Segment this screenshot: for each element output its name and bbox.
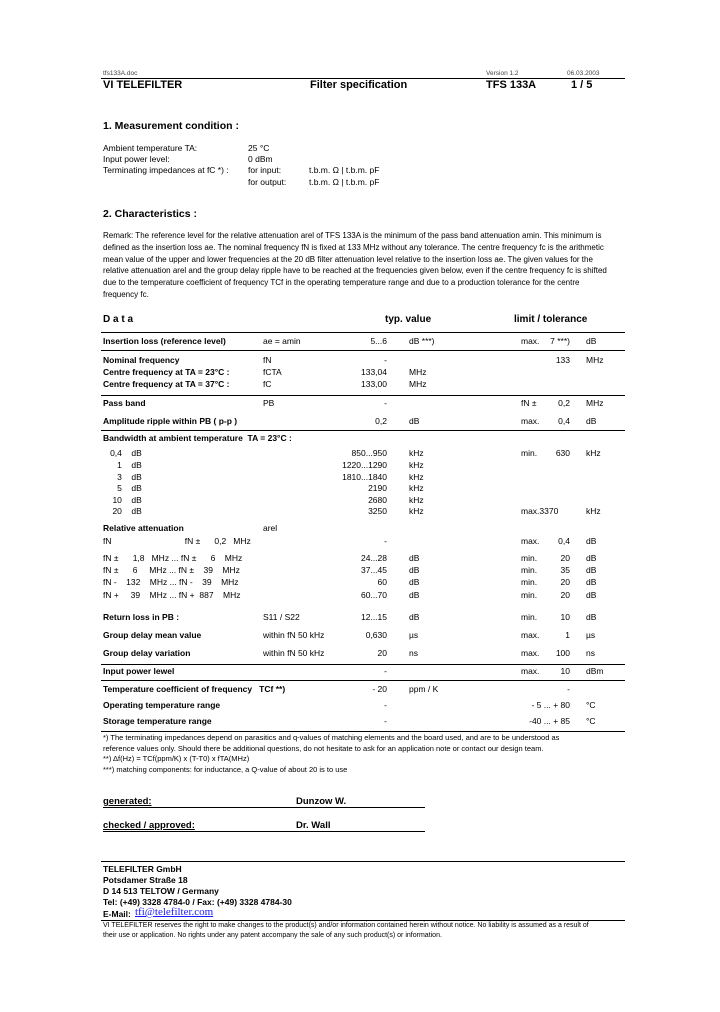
row-label: 10 dB xyxy=(103,495,142,505)
footnote-line: *) The terminating impedances depend on parasitics and q-values of matching elements and the board used, and are to be understood as xyxy=(103,733,560,742)
row-typ-value: - xyxy=(384,716,387,726)
row-typ-unit: MHz xyxy=(409,379,427,389)
row-typ-value: 1810...1840 xyxy=(342,472,387,482)
row-typ-value: 133,04 xyxy=(361,367,387,377)
divider xyxy=(101,332,625,333)
generated-label: generated: xyxy=(103,796,152,807)
row-typ-unit: kHz xyxy=(409,506,424,516)
column-header-typ: typ. value xyxy=(385,314,432,325)
remark-line: mean value of the upper and lower frequencies at the 20 dB filter attenuation level relative to the insertion loss ae. The given values for the xyxy=(103,254,593,264)
row-typ-value: 0,2 xyxy=(375,416,387,426)
row-label: Centre frequency at TA = 23°C : xyxy=(103,367,230,377)
row-typ-value: 2680 xyxy=(368,495,387,505)
row-label: fN ± 1,8 MHz ... fN ± 6 MHz xyxy=(103,553,243,563)
row-typ-unit: dB xyxy=(409,612,420,622)
row-limit-unit: µs xyxy=(586,630,596,640)
footer-street: Potsdamer Straße 18 xyxy=(103,875,188,885)
row-typ-value: 850...950 xyxy=(351,448,387,458)
row-symbol: ae = amin xyxy=(263,336,301,346)
row-limit-unit: °C xyxy=(586,716,596,726)
row-limit-unit: kHz xyxy=(586,448,601,458)
row-limit-unit: dB xyxy=(586,336,597,346)
row-typ-value: - xyxy=(384,666,387,676)
row-limit-prefix: max. xyxy=(521,648,540,658)
row-typ-unit: kHz xyxy=(409,495,424,505)
row-limit-unit: kHz xyxy=(586,506,601,516)
row-limit-unit: dB xyxy=(586,612,597,622)
row-symbol: PB xyxy=(263,398,275,408)
row-typ-unit: kHz xyxy=(409,472,424,482)
row-symbol: arel xyxy=(263,523,278,533)
row-limit-value: 7 ***) xyxy=(550,336,570,346)
row-typ-value: 12...15 xyxy=(361,612,387,622)
row-label: Nominal frequency xyxy=(103,355,180,365)
row-limit-unit: dB xyxy=(586,553,597,563)
condition-label: Input power level: xyxy=(103,154,170,164)
condition-value: 25 °C xyxy=(248,143,270,153)
doc-title: Filter specification xyxy=(310,79,408,91)
footer-phone: Tel: (+49) 3328 4784-0 / Fax: (+49) 3328 4784-30 xyxy=(103,897,292,907)
row-label: Insertion loss (reference level) xyxy=(103,336,226,346)
row-label: Amplitude ripple within PB ( p-p ) xyxy=(103,416,238,426)
row-limit-value: 1 xyxy=(565,630,570,640)
row-typ-value: - xyxy=(384,398,387,408)
row-limit-value: 0,4 xyxy=(558,416,570,426)
row-limit-value: 10 xyxy=(560,612,570,622)
footer-email-label: E-Mail: xyxy=(103,909,131,919)
row-limit-value: 630 xyxy=(555,448,570,458)
row-limit-value: -40 ... + 85 xyxy=(529,716,570,726)
divider xyxy=(101,430,625,431)
file-name: tfs133A.doc xyxy=(103,70,138,77)
row-typ-unit: dB ***) xyxy=(409,336,435,346)
row-typ-value: - xyxy=(384,355,387,365)
row-typ-unit: dB xyxy=(409,577,420,587)
section-title: 1. Measurement condition : xyxy=(103,120,239,132)
divider xyxy=(103,807,425,808)
row-limit-prefix: max. xyxy=(521,416,540,426)
condition-value: t.b.m. Ω | t.b.m. pF xyxy=(309,177,380,187)
divider xyxy=(101,731,625,732)
row-typ-unit: ns xyxy=(409,648,418,658)
condition-value: t.b.m. Ω | t.b.m. pF xyxy=(309,165,380,175)
section-title: 2. Characteristics : xyxy=(103,208,197,220)
row-limit-value: 35 xyxy=(560,565,570,575)
page-number: 1 / 5 xyxy=(571,79,593,91)
row-label: fN fN ± 0,2 MHz xyxy=(103,536,251,546)
row-typ-value: 20 xyxy=(377,648,387,658)
row-limit-prefix: min. xyxy=(521,612,538,622)
row-limit-unit: dB xyxy=(586,565,597,575)
row-limit-value: 0,2 xyxy=(558,398,570,408)
row-label: fN ± 6 MHz ... fN ± 39 MHz xyxy=(103,565,240,575)
row-symbol: fN xyxy=(263,355,272,365)
row-label: Centre frequency at TA = 37°C : xyxy=(103,379,230,389)
row-label: fN + 39 MHz ... fN + 887 MHz xyxy=(103,590,241,600)
row-limit-prefix: fN ± xyxy=(521,398,537,408)
row-typ-unit: kHz xyxy=(409,483,424,493)
remark-line: Remark: The reference level for the relative attenuation arel of TFS 133A is the minimum of the pass band attenuation amin. This minimum is xyxy=(103,231,602,240)
row-typ-value: - 20 xyxy=(372,684,387,694)
row-typ-value: - xyxy=(384,536,387,546)
footer-company: TELEFILTER GmbH xyxy=(103,864,182,874)
version: Version 1.2 xyxy=(486,70,519,77)
remark-line: frequency fc. xyxy=(103,290,149,299)
row-limit-prefix: min. xyxy=(521,577,538,587)
row-label: Storage temperature range xyxy=(103,716,212,726)
row-typ-unit: µs xyxy=(409,630,419,640)
row-typ-value: 2190 xyxy=(368,483,387,493)
column-header-limit: limit / tolerance xyxy=(514,314,588,325)
row-limit-value: 100 xyxy=(555,648,570,658)
row-symbol: within fN 50 kHz xyxy=(263,630,325,640)
row-limit-unit: dBm xyxy=(586,666,604,676)
row-label: 3 dB xyxy=(103,472,142,482)
row-typ-value: 3250 xyxy=(368,506,387,516)
row-typ-value: 133,00 xyxy=(361,379,387,389)
row-limit-value: 10 xyxy=(560,666,570,676)
row-limit-prefix: max. xyxy=(521,336,540,346)
row-limit-unit: dB xyxy=(586,577,597,587)
condition-value: 0 dBm xyxy=(248,154,273,164)
row-typ-unit: dB xyxy=(409,553,420,563)
row-label: Bandwidth at ambient temperature TA = 23°C : xyxy=(103,433,292,443)
row-typ-unit: MHz xyxy=(409,367,427,377)
row-typ-value: 60...70 xyxy=(361,590,387,600)
condition-label: Ambient temperature TA: xyxy=(103,143,198,153)
row-label: Group delay mean value xyxy=(103,630,202,640)
row-limit-value: - 5 ... + 80 xyxy=(531,700,570,710)
row-symbol: S11 / S22 xyxy=(263,612,300,622)
row-limit-value: 0,4 xyxy=(558,536,570,546)
row-typ-unit: dB xyxy=(409,590,420,600)
row-typ-value: 0,630 xyxy=(365,630,387,640)
row-limit-prefix: min. xyxy=(521,448,538,458)
row-typ-value: 1220...1290 xyxy=(342,460,387,470)
divider xyxy=(103,831,425,832)
row-limit-unit: ns xyxy=(586,648,595,658)
row-typ-value: 5...6 xyxy=(370,336,387,346)
disclaimer-line: their use or application. No rights under any patent accompany the sale of any such product(s) or information. xyxy=(103,932,442,939)
divider xyxy=(101,680,625,681)
row-symbol: fCTA xyxy=(263,367,282,377)
row-limit-value: 133 xyxy=(555,355,570,365)
row-typ-value: 60 xyxy=(377,577,387,587)
row-label: Temperature coefficient of frequency TCf **) xyxy=(103,684,286,694)
remark-line: defined as the insertion loss ae. The nominal frequency fN is fixed at 133 MHz without any tolerance. The centre frequency fc is the arithmetic xyxy=(103,242,604,252)
row-typ-unit: ppm / K xyxy=(409,684,439,694)
disclaimer-line: VI TELEFILTER reserves the right to make changes to the product(s) and/or information contained herein without notice. No liability is assumed as a result of xyxy=(103,922,589,929)
row-label: Relative attenuation xyxy=(103,523,184,533)
checked-label: checked / approved: xyxy=(103,820,195,831)
row-limit-value: 20 xyxy=(560,577,570,587)
row-limit-unit: °C xyxy=(586,700,596,710)
row-limit-value: 20 xyxy=(560,590,570,600)
row-limit-value: - xyxy=(567,684,570,694)
row-label: 1 dB xyxy=(103,460,142,470)
row-limit-unit: MHz xyxy=(586,355,604,365)
row-limit-unit: dB xyxy=(586,590,597,600)
row-limit-prefix: min. xyxy=(521,565,538,575)
row-limit-unit: MHz xyxy=(586,398,604,408)
row-typ-unit: dB xyxy=(409,565,420,575)
footnote-line: ***) matching components: for inductance, a Q-value of about 20 is to use xyxy=(103,764,348,774)
footnote-line: **) Δf(Hz) = TCf(ppm/K) x (T-T0) x fTA(MHz) xyxy=(103,754,250,763)
row-label: 0,4 dB xyxy=(103,448,142,458)
email-link[interactable]: tfi@telefilter.com xyxy=(135,906,214,918)
row-label: Return loss in PB : xyxy=(103,612,180,622)
row-typ-value: 37...45 xyxy=(361,565,387,575)
remark-line: due to the temperature coefficient of frequency TCf in the operating temperature range and due to a production tolerance for the centre xyxy=(103,278,580,288)
divider xyxy=(101,395,625,396)
row-typ-unit: kHz xyxy=(409,460,424,470)
condition-sub: for output: xyxy=(248,177,287,187)
remark-line: relative attenuation arel and the group delay ripple have to be reached at the frequencies given below, even if the centre frequency fc is shifted xyxy=(103,266,607,276)
row-limit-prefix: min. xyxy=(521,590,538,600)
row-typ-unit: dB xyxy=(409,416,420,426)
row-label: Pass band xyxy=(103,398,146,408)
row-typ-value: 24...28 xyxy=(361,553,387,563)
divider xyxy=(101,920,625,921)
row-symbol: fC xyxy=(263,379,272,389)
row-limit-prefix: max. xyxy=(521,630,540,640)
row-label: fN - 132 MHz ... fN - 39 MHz xyxy=(103,577,239,587)
part-number: TFS 133A xyxy=(486,79,537,91)
row-label: Operating temperature range xyxy=(103,700,221,710)
row-typ-unit: kHz xyxy=(409,448,424,458)
row-limit-prefix: max. xyxy=(521,536,540,546)
row-label: 5 dB xyxy=(103,483,142,493)
date: 06.03.2003 xyxy=(567,70,600,77)
row-limit-value: 20 xyxy=(560,553,570,563)
condition-sub: for input: xyxy=(248,165,282,175)
column-header-data: D a t a xyxy=(103,314,134,325)
row-label: 20 dB xyxy=(103,506,142,516)
row-typ-value: - xyxy=(384,700,387,710)
divider xyxy=(101,350,625,351)
row-label: Group delay variation xyxy=(103,648,191,658)
row-label: Input power lewel xyxy=(103,666,175,676)
divider xyxy=(101,861,625,862)
row-limit-prefix: max.3370 xyxy=(521,506,559,516)
generated-by: Dunzow W. xyxy=(296,796,347,807)
divider xyxy=(101,664,625,665)
company-name: VI TELEFILTER xyxy=(103,79,183,91)
footnote-line: reference values only. Should there be additional questions, do not hesitate to ask for an application note or contact our design team. xyxy=(103,743,544,753)
row-limit-unit: dB xyxy=(586,536,597,546)
row-symbol: within fN 50 kHz xyxy=(263,648,325,658)
checked-by: Dr. Wall xyxy=(296,820,331,831)
row-limit-unit: dB xyxy=(586,416,597,426)
condition-label: Terminating impedances at fC *) : xyxy=(103,165,229,175)
footer-city: D 14 513 TELTOW / Germany xyxy=(103,886,219,896)
row-limit-prefix: min. xyxy=(521,553,538,563)
row-limit-prefix: max. xyxy=(521,666,540,676)
